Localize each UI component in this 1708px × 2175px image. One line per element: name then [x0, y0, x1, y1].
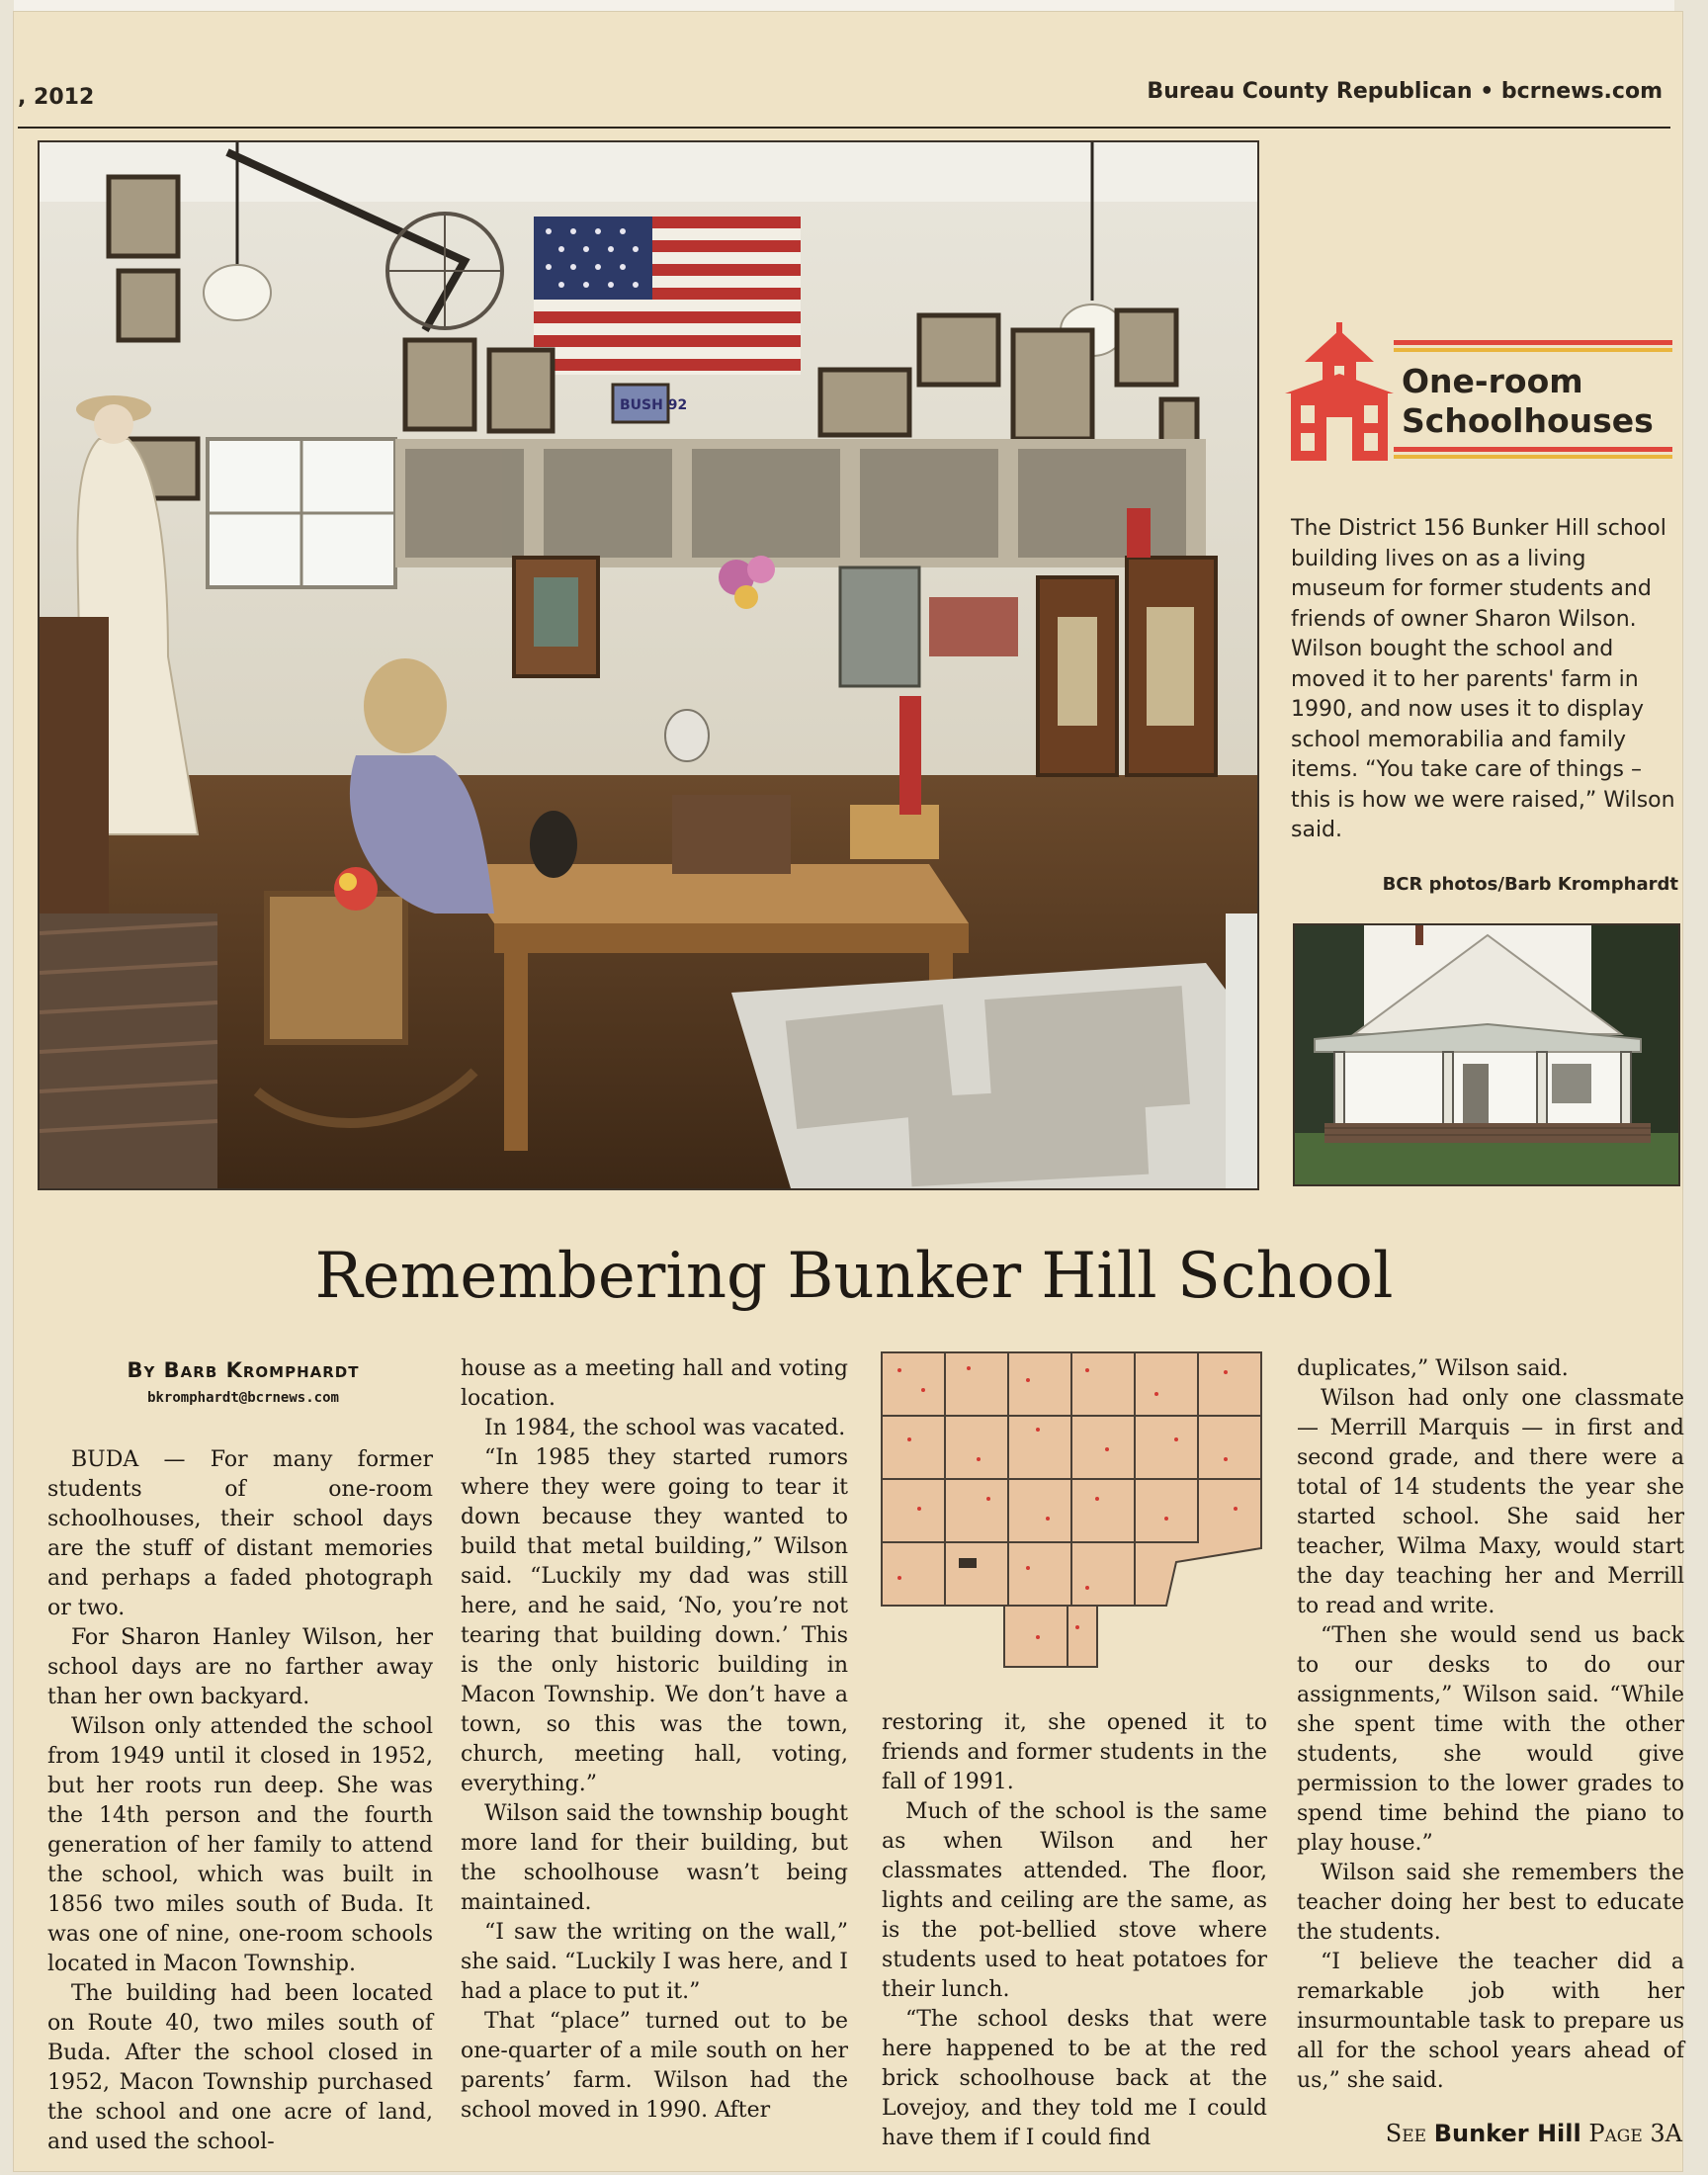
paragraph: That “place” turned out to be one-quarter of a mile south on her parents’ farm. Wilson had the school moved in 1990. After	[461, 2009, 848, 2123]
section-logo	[1285, 322, 1672, 461]
paragraph: For Sharon Hanley Wilson, her school days are no farther away than her own backyard.	[47, 1625, 433, 1709]
jump-page: Page 3A	[1588, 2120, 1682, 2147]
classroom-photo-illustration	[40, 142, 1257, 1188]
paragraph: BUDA — For many former students of one-room schoolhouses, their school days are the stuff of distant memories and perhaps a faded photograph or two.	[47, 1447, 433, 1620]
paragraph: “Then she would send us back to our desks to do our assignments,” Wilson said. “While she spent time with the other students, she would give permission to the lower grades to spend time behind the piano to play house.”	[1297, 1623, 1684, 1856]
byline	[45, 1358, 441, 1406]
photo-caption: The District 156 Bunker Hill school building lives on as a living museum for former students and friends of owner Sharon Wilson. Wilson bought the school and moved it to her parents' farm in 1990, and now uses it to display school memorabilia and family items. “You take care of things – this is how we were raised,” Wilson said.	[1291, 516, 1675, 842]
paragraph: restoring it, she opened it to friends and former students in the fall of 1991.	[882, 1710, 1267, 1794]
article-headline: Remembering Bunker Hill School	[314, 1240, 1394, 1313]
paragraph: Wilson had only one classmate — Merrill Marquis — in first and second grade, and there were a total of 14 students the year she started school. She said her teacher, Wilma Maxy, would start the day teaching her and Merrill to read and write.	[1297, 1386, 1684, 1618]
schoolhouse-exterior-photo	[1293, 923, 1680, 1186]
page-header	[18, 71, 1670, 129]
photo-sign-text: BUSH 92	[620, 397, 688, 413]
jump-see: See	[1385, 2120, 1427, 2147]
paragraph: Wilson said the township bought more land for their building, but the schoolhouse wasn’t being maintained.	[461, 1801, 848, 1915]
township-map	[880, 1350, 1263, 1669]
township-map-illustration	[880, 1350, 1263, 1669]
issue-date: , 2012	[18, 85, 95, 110]
paragraph: Much of the school is the same as when Wilson and her classmates attended. The floor, lights and ceiling are the same, as is the pot-bellied stove where students used to heat potatoes for their lunch.	[882, 1799, 1267, 2002]
paragraph: “I saw the writing on the wall,” she said. “Luckily I was here, and I had a place to put it.”	[461, 1920, 848, 2004]
jump-line[interactable]	[1336, 2120, 1682, 2147]
paragraph: house as a meeting hall and voting location.	[461, 1356, 848, 1411]
paragraph: Wilson only attended the school from 1949 until it closed in 1952, but her roots run deep. She was the 14th person and the fourth generation of her family to attend the school, which was built in 1856 two miles south of Buda. It was one of nine, one-room schools located in Macon Township.	[47, 1714, 433, 1976]
article-column-4	[1297, 1354, 1684, 2096]
paper-name: Bureau County Republican • bcrnews.com	[1147, 79, 1663, 104]
section-title-line1: One-room	[1402, 362, 1583, 400]
classroom-photo	[38, 140, 1259, 1190]
photo-credit: BCR photos/Barb Kromphardt	[1382, 874, 1678, 895]
paragraph: “In 1985 they started rumors where they were going to tear it down because they wanted to build that metal building,” Wilson said. “Luckily my dad was still here, and he said, ‘No, you’re not tearing that building down.’ This is the only historic building in Macon Township. We don’t have a town, so this was the town, church, meeting hall, voting, everything.”	[461, 1445, 848, 1796]
paragraph: duplicates,” Wilson said.	[1297, 1356, 1569, 1381]
section-title-line2: Schoolhouses	[1402, 401, 1654, 440]
article-column-3	[882, 1708, 1267, 2153]
jump-target: Bunker Hill	[1433, 2120, 1581, 2147]
paragraph: “The school desks that were here happened to be at the red brick schoolhouse back at the Lovejoy, and they told me I could have them if I could find	[882, 2007, 1267, 2150]
paragraph: The building had been located on Route 40, two miles south of Buda. After the school closed in 1952, Macon Township purchased the school and one acre of land, and used the school-	[47, 1981, 433, 2154]
byline-email: bkromphardt@bcrnews.com	[147, 1390, 339, 1406]
article-column-1	[47, 1445, 433, 2157]
article-column-2	[461, 1354, 848, 2126]
byline-author: By Barb Kromphardt	[127, 1358, 360, 1382]
paragraph: Wilson said she remembers the teacher doing her best to educate the students.	[1297, 1861, 1684, 1945]
schoolhouse-exterior-illustration	[1295, 925, 1678, 1184]
paragraph: “I believe the teacher did a remarkable job with her insurmountable task to prepare us all for the school years ahead of us,” she said.	[1297, 1950, 1684, 2093]
paragraph: In 1984, the school was vacated.	[484, 1416, 846, 1440]
